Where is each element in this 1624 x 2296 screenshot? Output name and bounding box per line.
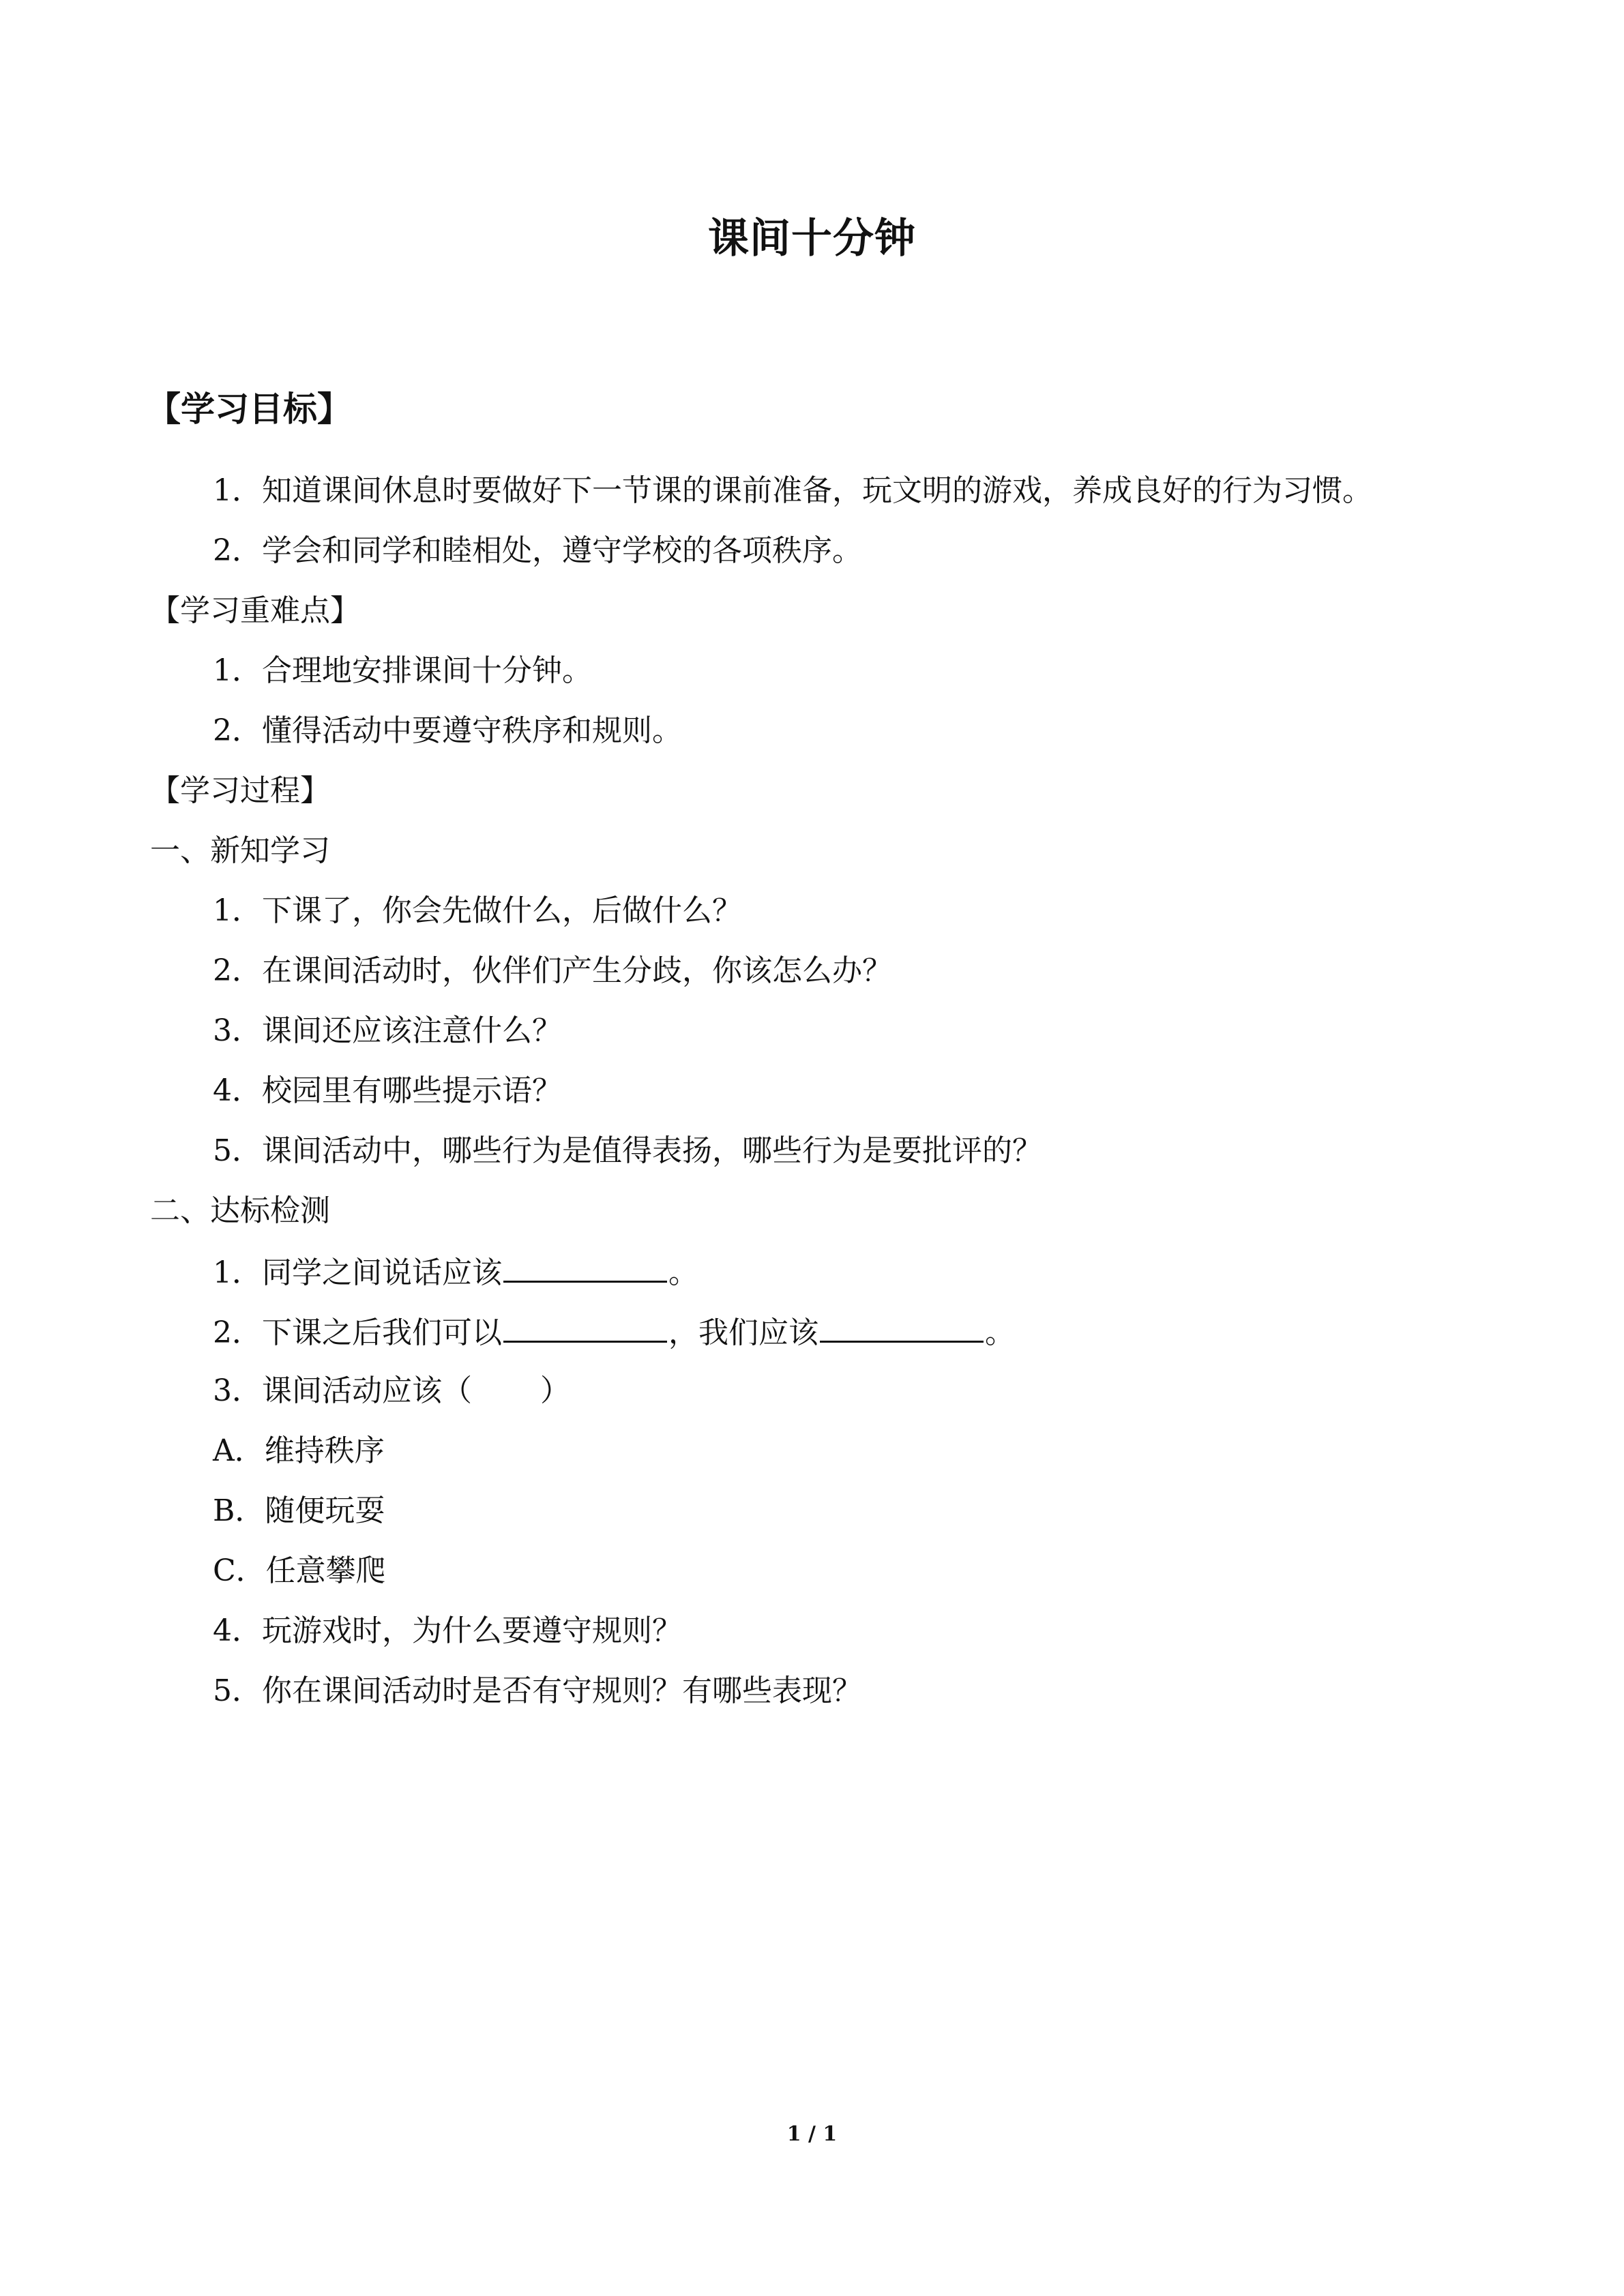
document-title: 课间十分钟: [708, 215, 916, 263]
part2-header: 二、达标检测: [150, 1193, 330, 1228]
part1-item-4: 4．校园里有哪些提示语？: [213, 1073, 562, 1108]
process-header: 【学习过程】: [150, 773, 330, 808]
key-points-header: 【学习重难点】: [150, 593, 360, 628]
quiz-question-1: [213, 1251, 698, 1294]
goals-header: 【学习目标】: [147, 389, 351, 429]
part1-item-2: 2．在课间活动时，伙伴们产生分歧，你该怎么办？: [213, 953, 892, 988]
quiz-question-3: [213, 1371, 570, 1412]
quiz-option-b: B．随便玩耍: [213, 1493, 385, 1528]
quiz-question-5: 5．你在课间活动时是否有守规则？有哪些表现？: [213, 1673, 862, 1708]
part1-item-1: 1．下课了，你会先做什么，后做什么？: [213, 893, 742, 928]
quiz-question-4: 4．玩游戏时，为什么要遵守规则？: [213, 1613, 682, 1648]
goal-item-2: 2．学会和同学和睦相处，遵守学校的各项秩序。: [213, 533, 862, 568]
quiz-option-a: A．维持秩序: [213, 1433, 385, 1468]
part1-item-3: 3．课间还应该注意什么？: [213, 1013, 562, 1048]
page-number: 1 / 1: [786, 2122, 838, 2146]
goal-item-1: 1．知道课间休息时要做好下一节课的课前准备，玩文明的游戏，养成良好的行为习惯。: [213, 473, 1372, 508]
quiz-q1-text: 1．同学之间说话应该: [213, 1255, 502, 1290]
key-point-item-2: 2．懂得活动中要遵守秩序和规则。: [213, 713, 682, 748]
fill-in-blank[interactable]: [503, 1311, 667, 1343]
quiz-q2-text: 2．下课之后我们可以: [213, 1315, 502, 1350]
part1-header: 一、新知学习: [150, 833, 330, 868]
fill-in-blank[interactable]: [820, 1311, 984, 1343]
quiz-q1-suffix: 。: [668, 1255, 698, 1290]
quiz-question-2: [213, 1311, 1015, 1354]
key-point-item-1: 1．合理地安排课间十分钟。: [213, 653, 592, 688]
quiz-q3-text: 3．课间活动应该（: [213, 1373, 472, 1408]
part1-item-5: 5．课间活动中，哪些行为是值得表扬，哪些行为是要批评的？: [213, 1133, 1042, 1168]
quiz-option-c: C．任意攀爬: [213, 1553, 386, 1588]
fill-in-blank[interactable]: [503, 1251, 667, 1283]
quiz-q3-suffix: ）: [540, 1373, 570, 1408]
quiz-q2-suffix: 。: [985, 1315, 1015, 1350]
quiz-q2-mid: ，我们应该: [668, 1315, 818, 1350]
